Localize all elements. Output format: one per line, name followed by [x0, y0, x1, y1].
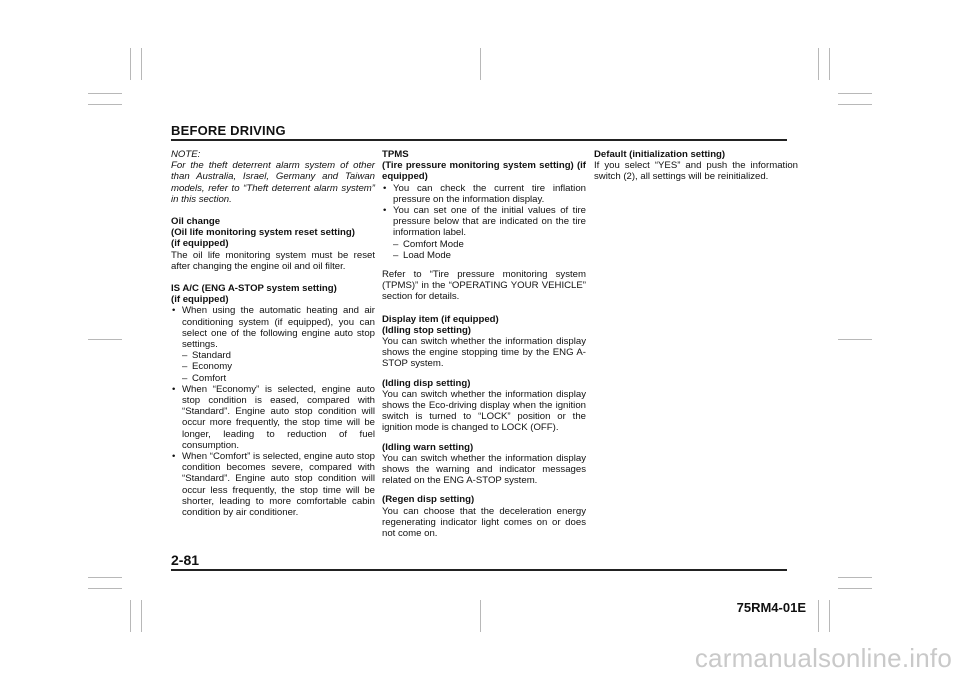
display-item-heading: Display item (if equipped) (Idling stop setting)	[382, 313, 499, 336]
crop-mark	[829, 48, 830, 80]
crop-mark	[838, 339, 872, 340]
list-item	[382, 183, 586, 205]
crop-mark	[480, 600, 481, 632]
isac-bullet-2: When “Economy” is selected, engine auto stop condition is eased, compared with “Standard”. Engine auto stop condition will occur more frequently, the stop time will be longer, leading to reduction of fuel consumption.	[182, 383, 375, 451]
option-load-mode: – Load Mode	[393, 250, 586, 261]
regen-disp-heading: (Regen disp setting)	[382, 494, 475, 506]
idling-disp-body: You can switch whether the information display shows the Eco-driving display when the ignition switch is turned to “LOCK” position or the ignition mode is changed to LOCK (OFF).	[382, 388, 586, 434]
isac-heading: IS A/C (ENG A-STOP system setting) (if equipped)	[171, 283, 337, 306]
tpms-bullet-1: You can check the current tire inflation pressure on the information display.	[393, 182, 586, 205]
crop-mark	[130, 600, 131, 632]
crop-mark	[829, 600, 830, 632]
crop-mark	[141, 48, 142, 80]
option-comfort-mode: – Comfort Mode	[393, 239, 586, 250]
tpms-bullet-2: You can set one of the initial values of tire pressure below that are indicated on the tire information label.	[393, 205, 586, 239]
option-standard: – Standard	[182, 350, 375, 361]
crop-mark	[130, 48, 131, 80]
column-2	[382, 149, 586, 539]
idling-disp-heading: (Idling disp setting)	[382, 377, 471, 389]
page-number: 2-81	[171, 552, 200, 568]
column-1	[171, 149, 375, 518]
column-3	[594, 149, 798, 183]
oil-change-heading: Oil change (Oil life monitoring system reset setting) (if equipped)	[171, 216, 355, 250]
option-comfort: – Comfort	[182, 373, 375, 384]
isac-bullet-3: When “Comfort” is selected, engine auto stop condition becomes severe, compared with “Standard”. Engine auto stop condition will occur less frequently, the stop time will be shorter, leading to more comfortable cabin condition by air conditioner.	[182, 451, 375, 519]
crop-mark	[818, 600, 819, 632]
section-title: BEFORE DRIVING	[171, 123, 286, 138]
default-heading: Default (initialization setting)	[594, 149, 726, 160]
note-text: NOTE: For the theft deterrent alarm system of other than Australia, Israel, Germany and Taiwan models, refer to “Theft deterrent alarm system” in this section.	[171, 149, 375, 205]
stop-setting-options	[182, 350, 375, 384]
default-body: If you select “YES” and push the information switch (2), all settings will be reinitialized.	[594, 160, 798, 183]
crop-mark	[141, 600, 142, 632]
crop-mark	[88, 577, 122, 578]
oil-change-body: The oil life monitoring system must be reset after changing the engine oil and oil filter.	[171, 249, 375, 272]
crop-mark	[838, 93, 872, 94]
isac-bullet-list	[171, 305, 375, 518]
list-item	[171, 451, 375, 518]
crop-mark	[480, 48, 481, 80]
header-rule	[171, 139, 787, 141]
crop-mark	[818, 48, 819, 80]
document-code: 75RM4-01E	[736, 600, 806, 615]
tpms-mode-options	[393, 239, 586, 261]
crop-mark	[838, 104, 872, 105]
display-item-body: You can switch whether the information display shows the engine stopping time by the ENG A-STOP system.	[382, 336, 586, 370]
list-item	[382, 205, 586, 261]
crop-mark	[88, 93, 122, 94]
idling-warn-body: You can switch whether the information display shows the warning and indicator messages related on the ENG A-STOP system.	[382, 452, 586, 487]
list-item	[171, 384, 375, 451]
crop-mark	[838, 588, 872, 589]
footer-rule	[171, 569, 787, 571]
crop-mark	[88, 104, 122, 105]
regen-disp-body: You can choose that the deceleration energy regenerating indicator light comes on or does not come on.	[382, 505, 586, 540]
list-item	[171, 305, 375, 383]
crop-mark	[838, 577, 872, 578]
tpms-refer-text: Refer to “Tire pressure monitoring system (TPMS)” in the “OPERATING YOUR VEHICLE” section for details.	[382, 269, 586, 303]
watermark: carmanualsonline.info	[694, 643, 952, 673]
crop-mark	[88, 339, 122, 340]
tpms-bullet-list	[382, 183, 586, 261]
idling-warn-heading: (Idling warn setting)	[382, 441, 474, 453]
crop-mark	[88, 588, 122, 589]
option-economy: – Economy	[182, 361, 375, 372]
tpms-heading: TPMS (Tire pressure monitoring system setting) (if equipped)	[382, 149, 586, 183]
isac-bullet-1: When using the automatic heating and air conditioning system (if equipped), you can select one of the following engine auto stop settings.	[182, 305, 375, 351]
